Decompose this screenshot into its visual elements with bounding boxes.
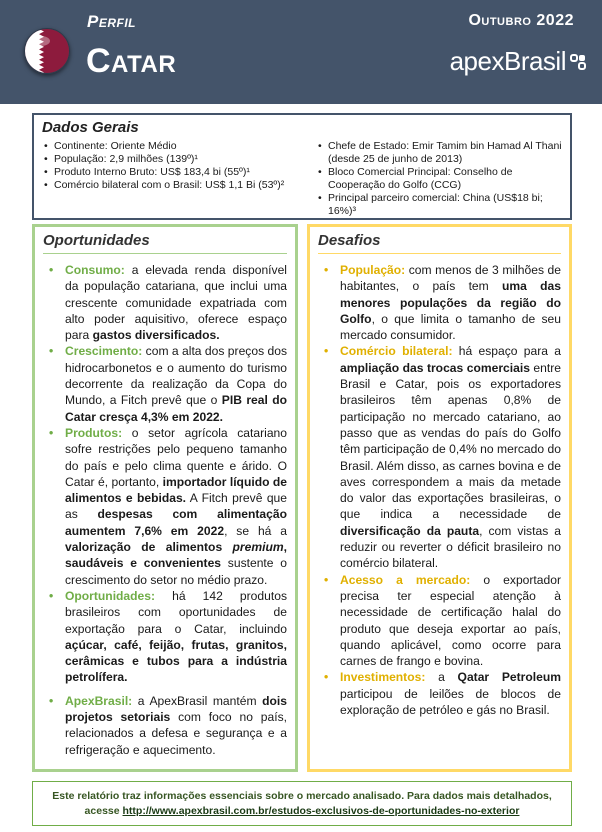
challenge-item: • População: com menos de 3 milhões de habitantes, o país tem uma das menores populações da região do Golfo, o que limita o tamanho de seu mercado consumidor.	[318, 262, 561, 343]
general-data-item: • Continente: Oriente Médio	[42, 140, 302, 153]
item-keyword: Produtos:	[65, 425, 123, 440]
opportunity-item: • Oportunidades: há 142 produtos brasileiros com oportunidades de exportação para o Catar, incluindo açúcar, café, feijão, frutas, granitos, cerâmicas e tubos para a indústria petrolífera.	[43, 588, 287, 686]
opportunities-title: Oportunidades	[43, 232, 287, 254]
header-banner	[0, 0, 602, 104]
general-data-item: • População: 2,9 milhões (139º)¹	[42, 153, 302, 166]
general-data-item: • Comércio bilateral com o Brasil: US$ 1,1 Bi (53º)²	[42, 179, 302, 192]
item-keyword: Oportunidades:	[65, 588, 156, 603]
profile-label: Perfil	[87, 12, 137, 31]
general-data-title: Dados Gerais	[42, 119, 139, 136]
report-date: Outubro 2022	[468, 12, 574, 29]
qatar-flag-icon	[24, 28, 70, 74]
general-data-item: • Bloco Comercial Principal: Conselho de Cooperação do Golfo (CCG)	[316, 166, 562, 192]
item-keyword: Comércio bilateral:	[340, 344, 453, 359]
item-keyword: Crescimento:	[65, 344, 143, 359]
challenges-box	[307, 224, 572, 772]
footer-note	[32, 781, 572, 826]
general-data-right-column	[302, 140, 562, 218]
general-data-item: • Chefe de Estado: Emir Tamim bin Hamad Al Thani (desde 25 de junho de 2013)	[316, 140, 562, 166]
general-data-box	[32, 113, 572, 220]
logo-mark-icon	[570, 54, 586, 70]
general-data-item: • Produto Interno Bruto: US$ 183,4 bi (55º)¹	[42, 166, 302, 179]
studies-link[interactable]: http://www.apexbrasil.com.br/estudos-exclusivos-de-oportunidades-no-exterior	[122, 805, 520, 817]
opportunity-item: • Crescimento: com a alta dos preços dos hidrocarbonetos e o aumento do turismo decorrente da realização da Copa do Mundo, a Fitch prevê que o PIB real do Catar cresça 4,3% em 2022.	[43, 343, 287, 424]
opportunity-item: • Consumo: a elevada renda disponível da população catariana, que inclui uma crescente comunidade expatriada com alto poder aquisitivo, oferece espaço para gastos diversificados.	[43, 262, 287, 343]
challenge-item: • Comércio bilateral: há espaço para a ampliação das trocas comerciais entre Brasil e Catar, pois os exportadores brasileiros têm apenas 0,8% de participação no mercado catariano, ao passo que as vendas do país do Golfo têm participação de 0,4% no mercado do Brasil. Além disso, as carnes bovina e de aves correspondem a mais da metade do valor das exportações brasileiras, o que indica a necessidade de diversificação da pauta, com vistas a reduzir ou reverter o déficit brasileiro no comércio bilateral.	[318, 343, 561, 571]
footer-acesse: acesse	[84, 805, 123, 817]
item-keyword: Investimentos:	[340, 670, 426, 685]
item-keyword: População:	[340, 263, 406, 277]
challenge-item: • Acesso a mercado: o exportador precisa ter especial atenção à necessidade de certificação halal do produto que deseja exportar ao país, quando aplicável, como ocorre para carnes de frango e bovina.	[318, 572, 561, 670]
general-data-left-column	[42, 140, 302, 218]
item-keyword: ApexBrasil:	[65, 693, 133, 708]
general-data-item: • Principal parceiro comercial: China (US$18 bi; 16%)³	[316, 192, 562, 218]
item-keyword: Consumo:	[65, 263, 125, 277]
apexbrasil-logo	[450, 46, 586, 77]
footer-text: Este relatório traz informações essenciais sobre o mercado analisado. Para dados mais detalhados,	[52, 790, 552, 802]
challenge-item: • Investimentos: a Qatar Petroleum participou de leilões de blocos de exploração de petróleo e gás no Brasil.	[318, 669, 561, 718]
opportunity-item: • Produtos: o setor agrícola catariano sofre restrições pelo pequeno tamanho do país e pelo clima quente e árido. O Catar é, portanto, importador líquido de alimentos e bebidas. A Fitch prevê que as despesas com alimentação aumentem 7,6% em 2022, se há a valorização de alimentos premium, saudáveis e convenientes sustente o crescimento do setor no médio prazo.	[43, 425, 287, 588]
page-title: Catar	[86, 42, 177, 80]
opportunities-box	[32, 224, 298, 772]
item-keyword: Acesso a mercado:	[340, 572, 471, 587]
challenges-title: Desafios	[318, 232, 561, 254]
opportunity-item: • ApexBrasil: a ApexBrasil mantém dois projetos setoriais com foco no país, relacionados a defesa e segurança e a refrigeração e aquecimento.	[43, 693, 287, 758]
logo-text: apexBrasil	[449, 46, 566, 76]
